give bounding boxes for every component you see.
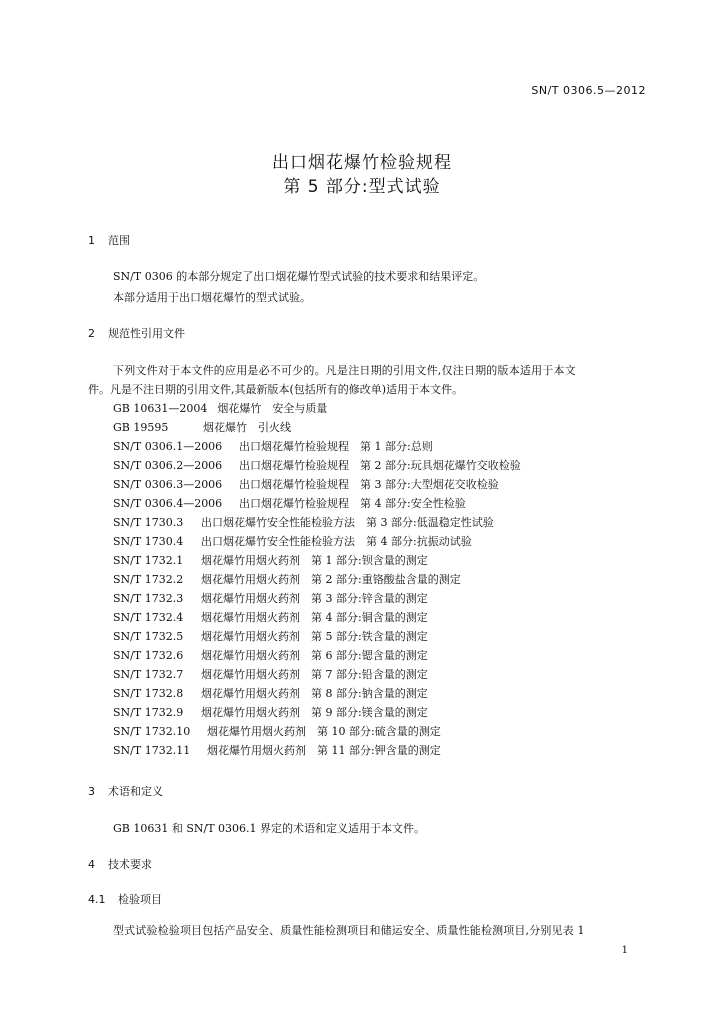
reference-title: 烟花爆竹用烟火药剂 第 7 部分:铅含量的测定 — [201, 668, 428, 681]
reference-item — [113, 684, 521, 703]
reference-code: SN/T 1732.10 — [113, 725, 191, 738]
reference-title: 烟花爆竹用烟火药剂 第 9 部分:镁含量的测定 — [201, 706, 428, 719]
reference-code: SN/T 0306.3—2006 — [113, 478, 223, 491]
section-number: 4 — [88, 858, 95, 871]
document-subtitle: 第 5 部分:型式试验 — [283, 177, 441, 197]
section-3-paragraph-1: GB 10631 和 SN/T 0306.1 界定的术语和定义适用于本文件。 — [113, 822, 426, 835]
section-3-heading — [88, 783, 163, 799]
section-title: 技术要求 — [108, 858, 152, 871]
section-2-heading — [88, 325, 185, 341]
reference-code: SN/T 0306.2—2006 — [113, 459, 223, 472]
reference-code: SN/T 1732.6 — [113, 649, 184, 662]
reference-title: 烟花爆竹用烟火药剂 第 4 部分:铜含量的测定 — [201, 611, 428, 624]
section-title: 术语和定义 — [108, 785, 163, 798]
reference-title: 烟花爆竹用烟火药剂 第 5 部分:铁含量的测定 — [201, 630, 428, 643]
section-title: 规范性引用文件 — [108, 327, 185, 340]
reference-item — [113, 437, 521, 456]
section-1-paragraph-2: 本部分适用于出口烟花爆竹的型式试验。 — [113, 291, 311, 304]
reference-title: 出口烟花爆竹检验规程 第 2 部分:玩具烟花爆竹交收检验 — [239, 459, 521, 472]
reference-item — [113, 665, 521, 684]
reference-code: SN/T 0306.1—2006 — [113, 440, 223, 453]
reference-code: SN/T 1732.5 — [113, 630, 184, 643]
section-number: 2 — [88, 327, 95, 340]
reference-code: SN/T 1730.4 — [113, 535, 184, 548]
reference-item — [113, 722, 521, 741]
reference-code: SN/T 1732.2 — [113, 573, 184, 586]
reference-code: GB 10631—2004 — [113, 402, 208, 415]
reference-title: 出口烟花爆竹安全性能检验方法 第 4 部分:抗振动试验 — [201, 535, 472, 548]
section-number: 4.1 — [88, 893, 106, 906]
reference-item — [113, 494, 521, 513]
normative-references-list — [113, 399, 521, 760]
reference-item — [113, 475, 521, 494]
reference-code: SN/T 1732.4 — [113, 611, 184, 624]
reference-title: 烟花爆竹用烟火药剂 第 2 部分:重铬酸盐含量的测定 — [201, 573, 461, 586]
reference-title: 烟花爆竹 引火线 — [203, 421, 291, 434]
section-4-heading — [88, 856, 152, 872]
reference-code: GB 19595 — [113, 421, 169, 434]
reference-code: SN/T 1732.1 — [113, 554, 184, 567]
reference-code: SN/T 0306.4—2006 — [113, 497, 223, 510]
section-4-1-paragraph-1: 型式试验检验项目包括产品安全、质量性能检测项目和储运安全、质量性能检测项目,分别见表 1 — [113, 924, 585, 937]
reference-code: SN/T 1732.11 — [113, 744, 191, 757]
section-2-intro-line-2: 件。凡是不注日期的引用文件,其最新版本(包括所有的修改单)适用于本文件。 — [88, 383, 464, 396]
document-title: 出口烟花爆竹检验规程 — [272, 153, 452, 173]
standard-code: SN/T 0306.5—2012 — [531, 84, 646, 97]
reference-code: SN/T 1730.3 — [113, 516, 184, 529]
reference-item — [113, 551, 521, 570]
reference-code: SN/T 1732.3 — [113, 592, 184, 605]
section-1-heading — [88, 232, 130, 248]
reference-title: 出口烟花爆竹检验规程 第 1 部分:总则 — [239, 440, 433, 453]
reference-item — [113, 570, 521, 589]
reference-title: 烟花爆竹用烟火药剂 第 8 部分:钠含量的测定 — [201, 687, 428, 700]
section-title: 范围 — [108, 234, 130, 247]
reference-title: 烟花爆竹用烟火药剂 第 6 部分:锶含量的测定 — [201, 649, 428, 662]
reference-item — [113, 646, 521, 665]
reference-title: 烟花爆竹 安全与质量 — [217, 402, 328, 415]
section-1-paragraph-1: SN/T 0306 的本部分规定了出口烟花爆竹型式试验的技术要求和结果评定。 — [113, 270, 485, 283]
reference-code: SN/T 1732.8 — [113, 687, 184, 700]
reference-item — [113, 589, 521, 608]
reference-item — [113, 608, 521, 627]
reference-code: SN/T 1732.9 — [113, 706, 184, 719]
reference-item — [113, 418, 521, 437]
reference-title: 出口烟花爆竹检验规程 第 4 部分:安全性检验 — [239, 497, 466, 510]
reference-title: 烟花爆竹用烟火药剂 第 1 部分:钡含量的测定 — [201, 554, 428, 567]
section-2-intro-line-1: 下列文件对于本文件的应用是必不可少的。凡是注日期的引用文件,仅注日期的版本适用于本文 — [113, 364, 576, 377]
section-title: 检验项目 — [118, 893, 162, 906]
section-number: 3 — [88, 785, 95, 798]
reference-title: 烟花爆竹用烟火药剂 第 10 部分:硫含量的测定 — [207, 725, 441, 738]
reference-item — [113, 627, 521, 646]
reference-title: 烟花爆竹用烟火药剂 第 3 部分:锌含量的测定 — [201, 592, 428, 605]
reference-item — [113, 513, 521, 532]
page-number: 1 — [621, 945, 628, 956]
reference-code: SN/T 1732.7 — [113, 668, 184, 681]
reference-item — [113, 703, 521, 722]
reference-item — [113, 456, 521, 475]
reference-title: 出口烟花爆竹检验规程 第 3 部分:大型烟花交收检验 — [239, 478, 499, 491]
section-number: 1 — [88, 234, 95, 247]
reference-item — [113, 399, 521, 418]
reference-item — [113, 532, 521, 551]
reference-title: 出口烟花爆竹安全性能检验方法 第 3 部分:低温稳定性试验 — [201, 516, 494, 529]
reference-item — [113, 741, 521, 760]
section-4-1-heading — [88, 891, 162, 907]
reference-title: 烟花爆竹用烟火药剂 第 11 部分:钾含量的测定 — [207, 744, 441, 757]
